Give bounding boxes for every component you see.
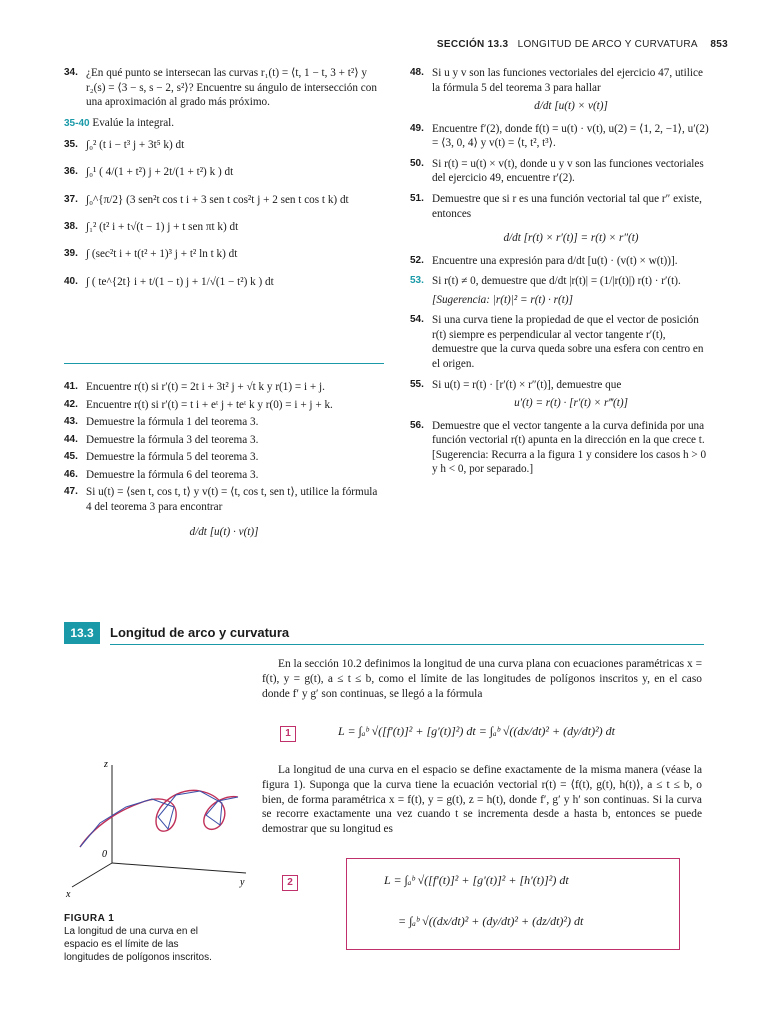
- axis-label-x: x: [66, 889, 71, 900]
- y-axis: [112, 863, 246, 873]
- exercise-40: [64, 275, 384, 290]
- section-number: 13.3: [64, 622, 100, 644]
- exercise-number: 50.: [410, 157, 424, 169]
- exercise-50: [410, 157, 710, 186]
- exercise-text: Demuestre que el vector tangente a la curva definida por una función vectorial r(t) apunta en la dirección en la que crece t. [Sugerencia: Recurra a la figura 1 y considere los casos h > 0 y h < 0, por separado.]: [432, 419, 707, 476]
- exercise-text: ∫ (sec²t i + t(t² + 1)³ j + t² ln t k) dt: [86, 247, 238, 260]
- exercise-51: [410, 192, 710, 246]
- exercise-text: Demuestre la fórmula 5 del teorema 3.: [86, 451, 259, 464]
- equation-2-box: [346, 858, 680, 950]
- paragraph-text: En la sección 10.2 definimos la longitud de una curva plana con ecuaciones paramétricas x = f(t), y = g(t), a ≤ t ≤ b, como el límite de las longitudes de polígonos inscritos y, en el caso donde f′ y g′ son continuas, se llegó a la fórmula: [262, 658, 702, 700]
- figure-label: FIGURA 1: [64, 913, 115, 924]
- exercise-text: Si r(t) ≠ 0, demuestre que d/dt |r(t)| = (1/|r(t)|) r(t) · r′(t).: [432, 275, 681, 288]
- exercise-number: 55.: [410, 378, 424, 390]
- section-heading: [64, 622, 704, 644]
- origin-label: 0: [102, 849, 107, 860]
- exercise-44: [64, 433, 384, 448]
- section-title: Longitud de arco y curvatura: [110, 625, 290, 640]
- exercise-number: 53.: [410, 275, 424, 287]
- section-rule: [110, 644, 704, 645]
- left-column-lower: [64, 380, 384, 547]
- instruction-text: Evalúe la integral.: [92, 116, 175, 129]
- exercise-number: 49.: [410, 122, 424, 134]
- equation-label-1: 1: [280, 726, 296, 742]
- figure-1-graphic: [60, 755, 260, 905]
- exercise-text: ¿En qué punto se intersecan las curvas r₁(t) = ⟨t, 1 − t, 3 + t²⟩ y r₂(s) = ⟨3 − s, s − 2, s²⟩? Encuentre su ángulo de intersección con una aproximación al grado más próximo.: [86, 67, 377, 109]
- exercise-number: 52.: [410, 254, 424, 266]
- exercise-36: [64, 165, 384, 180]
- exercise-number: 43.: [64, 416, 78, 428]
- exercise-hint: [Sugerencia: |r(t)|² = r(t) · r(t)]: [432, 293, 573, 306]
- exercise-range: 35-40: [64, 117, 90, 129]
- exercise-display: d/dt [u(t) × v(t)]: [534, 100, 608, 113]
- exercise-number: 51.: [410, 192, 424, 204]
- left-column: [64, 66, 384, 296]
- exercise-text: Si u(t) = ⟨sen t, cos t, t⟩ y v(t) = ⟨t, cos t, sen t⟩, utilice la fórmula 4 del teorema 3 para encontrar: [86, 486, 378, 513]
- exercise-display: d/dt [r(t) × r′(t)] = r(t) × r″(t): [503, 232, 639, 245]
- exercise-text: Si una curva tiene la propiedad de que el vector de posición r(t) siempre es perpendicular al vector tangente r′(t), demuestre que la curva queda sobre una esfera con centro en el origen.: [432, 314, 704, 370]
- exercise-number: 56.: [410, 419, 424, 431]
- exercise-number: 41.: [64, 381, 78, 392]
- exercise-56: [410, 419, 710, 477]
- equation-1: L = ∫ₐᵇ √([f′(t)]² + [g′(t)]²) dt = ∫ₐᵇ √((dx/dt)² + (dy/dt)²) dt: [338, 724, 616, 738]
- exercise-number: 40.: [64, 276, 78, 288]
- integral-instructions: [64, 116, 384, 131]
- exercise-text: ∫₀^{π/2} (3 sen²t cos t i + 3 sen t cos²t j + 2 sen t cos t k) dt: [86, 194, 349, 207]
- exercise-number: 45.: [64, 451, 78, 463]
- exercise-52: [410, 254, 710, 269]
- axis-label-z: z: [104, 759, 108, 770]
- exercise-number: 48.: [410, 67, 424, 78]
- equation-label-2: 2: [282, 875, 298, 891]
- exercise-number: 35.: [64, 139, 78, 151]
- exercise-38: [64, 220, 384, 235]
- exercise-text: ∫₀¹ ( 4/(1 + t²) j + 2t/(1 + t²) k ) dt: [86, 165, 234, 178]
- exercise-47: [64, 485, 384, 514]
- paragraph-text: La longitud de una curva en el espacio se define exactamente de la misma manera (véase la figura 1). Suponga que la curva tiene la ecuación vectorial r(t) = ⟨f(t), g(t), h(t)⟩, a ≤ t ≤ b, o bien, de forma paramétrica x = f(t), y = g(t), z = h(t), donde f′, g′ y h′ son continuas. Si la curva se recorre exactamente una vez cuando t se incrementa desde a hasta b, entonces se puede demostrar que su longitud es: [262, 764, 702, 836]
- exercise-46: [64, 468, 384, 483]
- exercise-text: Demuestre la fórmula 3 del teorema 3.: [86, 433, 259, 446]
- exercise-34: [64, 66, 384, 110]
- body-paragraph-1: [262, 657, 702, 701]
- exercise-number: 39.: [64, 247, 78, 259]
- exercise-37: [64, 193, 384, 208]
- column-divider: [64, 363, 384, 364]
- exercise-number: 42.: [64, 398, 78, 410]
- exercise-number: 44.: [64, 433, 78, 445]
- figure-caption: La longitud de una curva en el espacio es el límite de las longitudes de polígonos inscritos.: [64, 926, 212, 963]
- exercise-text: Encuentre r(t) si r′(t) = t i + eᵗ j + teᵗ k y r(0) = i + j + k.: [86, 398, 333, 411]
- x-axis: [72, 863, 112, 887]
- exercise-text: ∫₁² (t² i + t√(t − 1) j + t sen πt k) dt: [86, 220, 239, 233]
- exercise-text: Encuentre una expresión para d/dt [u(t) · (v(t) × w(t))].: [432, 254, 678, 267]
- exercise-text: ∫₀² (t i − t³ j + 3t⁵ k) dt: [86, 139, 185, 152]
- exercise-text: Si u y v son las funciones vectoriales del ejercicio 47, utilice la fórmula 5 del teorema 3 para hallar: [432, 67, 703, 94]
- equation-2-line-1: L = ∫ₐᵇ √([f′(t)]² + [g′(t)]² + [h′(t)]²) dt: [384, 873, 569, 887]
- exercise-35: [64, 138, 384, 153]
- exercise-text: Demuestre que si r es una función vectorial tal que r″ existe, entonces: [432, 192, 702, 220]
- exercise-54: [410, 313, 710, 371]
- exercise-39: [64, 247, 384, 262]
- exercise-43: [64, 415, 384, 430]
- figure-1-caption-block: [64, 912, 214, 964]
- exercise-number: 36.: [64, 165, 78, 177]
- header-title: LONGITUD DE ARCO Y CURVATURA: [517, 39, 698, 50]
- exercise-49: [410, 122, 710, 151]
- running-header: [437, 38, 728, 51]
- page-number: 853: [710, 39, 728, 50]
- exercise-text: Demuestre la fórmula 1 del teorema 3.: [86, 416, 259, 429]
- exercise-number: 54.: [410, 314, 424, 326]
- exercise-text: Demuestre la fórmula 6 del teorema 3.: [86, 468, 259, 481]
- exercise-42: [64, 398, 384, 413]
- exercise-number: 37.: [64, 194, 78, 206]
- exercise-41: [64, 380, 384, 395]
- exercise-number: 38.: [64, 220, 78, 232]
- exercise-text: Encuentre f′(2), donde f(t) = u(t) · v(t), u(2) = ⟨1, 2, −1⟩, u′(2) = ⟨3, 0, 4⟩ y v(t) = ⟨t, t², t³⟩.: [432, 122, 709, 150]
- equation-2-line-2: = ∫ₐᵇ √((dx/dt)² + (dy/dt)² + (dz/dt)²) dt: [398, 914, 584, 928]
- exercise-47-display: d/dt [u(t) · v(t)]: [189, 525, 259, 538]
- exercise-55: [410, 378, 710, 411]
- exercise-text: Si r(t) = u(t) × v(t), donde u y v son las funciones vectoriales del ejercicio 49, encuentre r′(2).: [432, 157, 704, 185]
- exercise-45: [64, 450, 384, 465]
- exercise-text: Encuentre r(t) si r′(t) = 2t i + 3t² j + √t k y r(1) = i + j.: [86, 381, 325, 393]
- right-column: [410, 66, 710, 483]
- exercise-number: 34.: [64, 67, 78, 78]
- exercise-48: [410, 66, 710, 114]
- exercise-text: ∫ ( te^{2t} i + t/(1 − t) j + 1/√(1 − t²) k ) dt: [86, 276, 274, 289]
- exercise-number: 47.: [64, 486, 78, 498]
- exercise-text: Si u(t) = r(t) · [r′(t) × r″(t)], demuestre que: [432, 378, 622, 391]
- exercise-53: [410, 274, 710, 307]
- body-paragraph-2: [262, 763, 702, 837]
- header-section: SECCIÓN 13.3: [436, 39, 509, 50]
- exercise-display: u′(t) = r(t) · [r′(t) × r‴(t)]: [514, 397, 628, 410]
- axis-label-y: y: [240, 877, 245, 888]
- exercise-number: 46.: [64, 468, 78, 480]
